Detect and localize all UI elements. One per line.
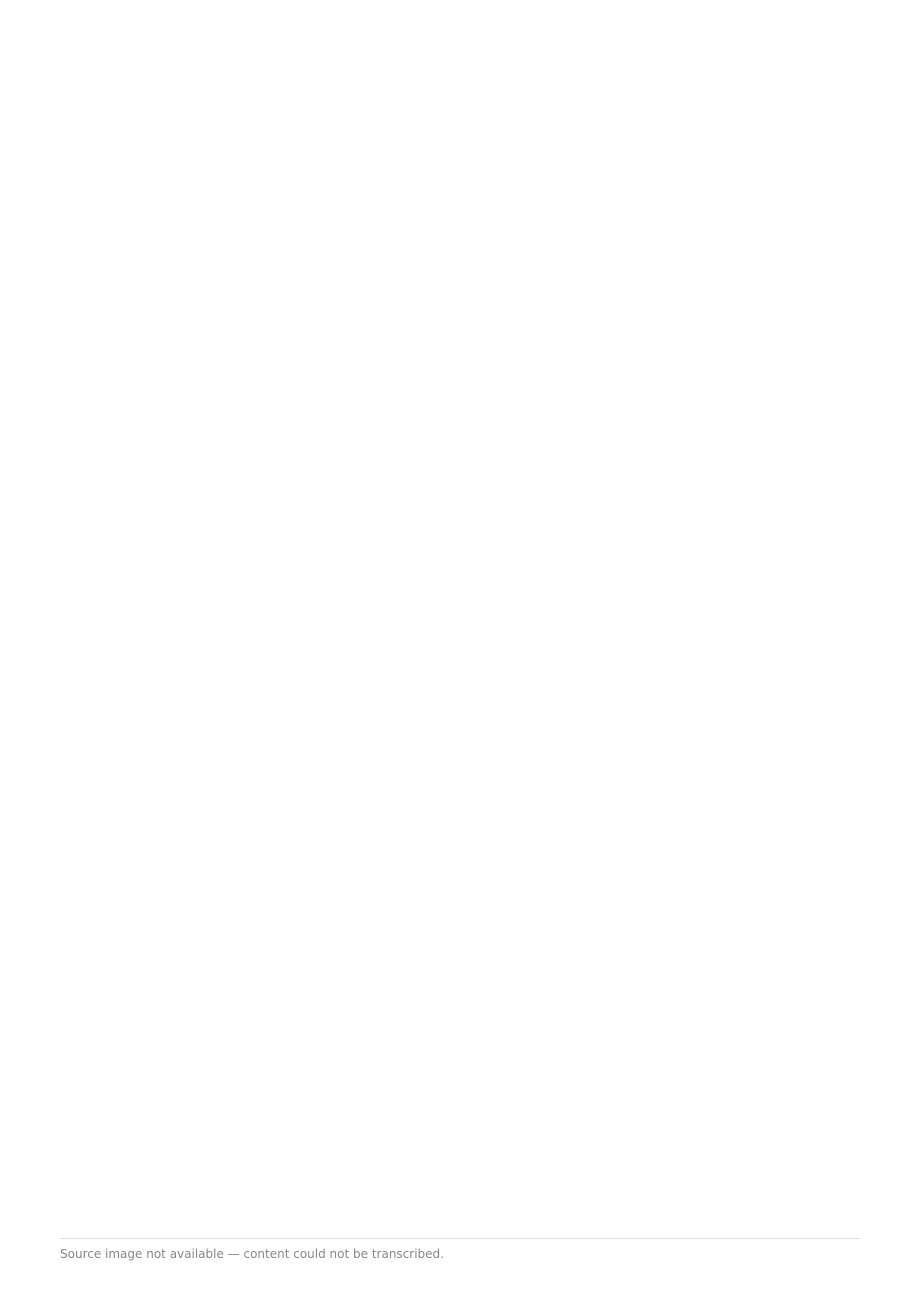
- text-block: [60, 148, 860, 168]
- missing-image-notice: Source image not available — content could not be transcribed.: [60, 1238, 860, 1261]
- page-title: [60, 40, 860, 68]
- text-block: [60, 116, 860, 136]
- text-block: [60, 84, 860, 104]
